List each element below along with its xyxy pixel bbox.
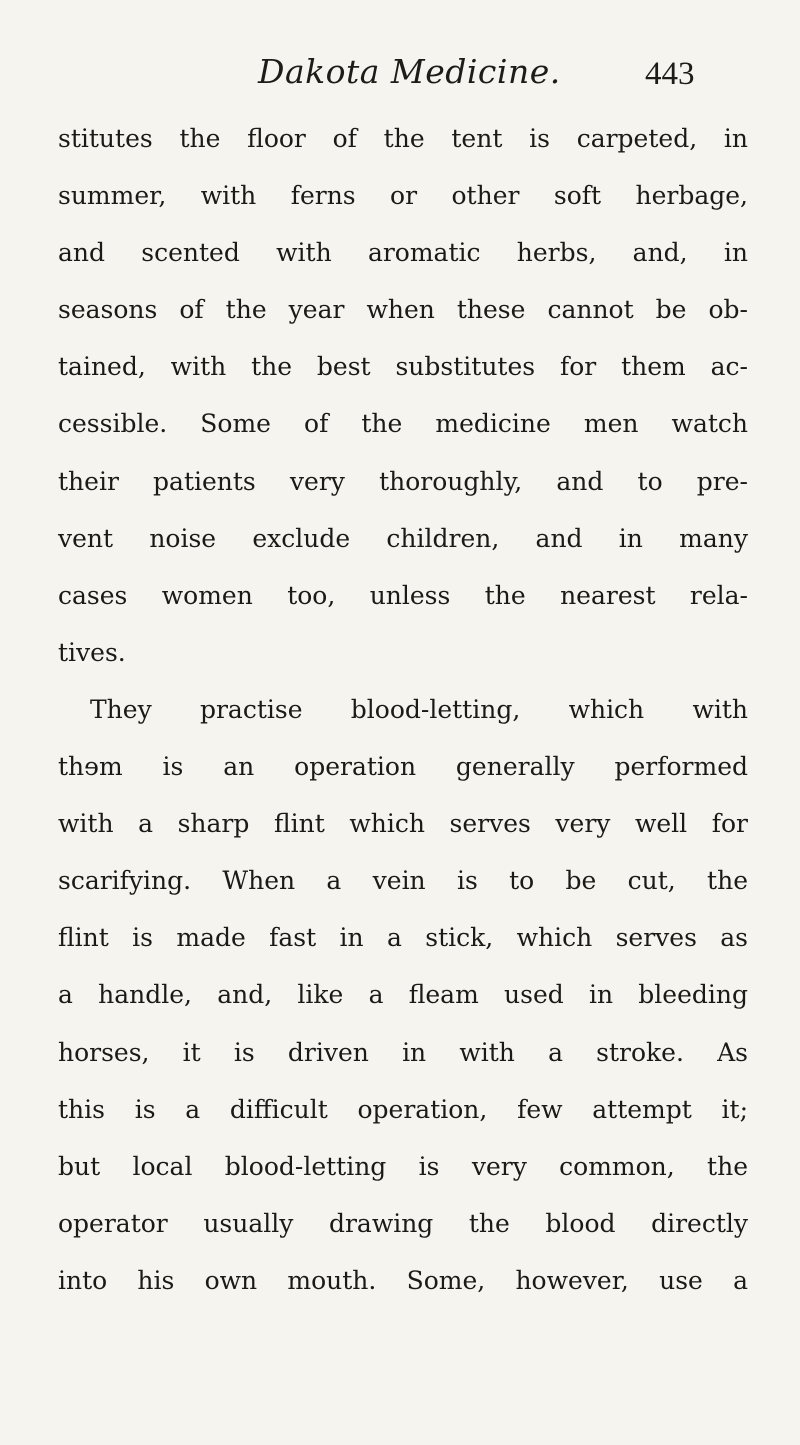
text-line: operator usually drawing the blood directly xyxy=(58,1208,748,1238)
paragraph-2 xyxy=(58,681,748,1309)
text-line: vent noise exclude children, and in many xyxy=(58,523,748,553)
text-line: summer, with ferns or other soft herbage, xyxy=(58,181,748,211)
text-line: their patients very thoroughly, and to pre- xyxy=(58,466,748,496)
paragraph-1 xyxy=(58,110,748,681)
text-line: this is a difficult operation, few attempt it; xyxy=(58,1094,748,1124)
text-line: with a sharp flint which serves very well for xyxy=(58,809,748,839)
text-line: and scented with aromatic herbs, and, in xyxy=(58,238,748,268)
text-line: stitutes the floor of the tent is carpeted, in xyxy=(58,124,748,153)
text-line: into his own mouth. Some, however, use a xyxy=(58,1265,748,1295)
text-line: scarifying. When a vein is to be cut, the xyxy=(58,866,748,896)
text-line: flint is made fast in a stick, which serves as xyxy=(58,923,748,953)
page-number: 443 xyxy=(645,56,695,92)
text-line: cases women too, unless the nearest rela- xyxy=(58,580,748,610)
text-line: a handle, and, like a fleam used in bleeding xyxy=(58,980,748,1010)
text-line: They practise blood-letting, which with xyxy=(90,694,748,724)
text-line: seasons of the year when these cannot be ob- xyxy=(58,295,748,325)
text-line: tives. xyxy=(58,637,126,667)
text-line: horses, it is driven in with a stroke. As xyxy=(58,1037,748,1067)
running-title: Dakota Medicine. xyxy=(258,52,561,91)
body-text xyxy=(58,110,748,1309)
text-line: thɘm is an operation generally performed xyxy=(58,752,748,782)
text-line: cessible. Some of the medicine men watch xyxy=(58,409,748,439)
text-line: tained, with the best substitutes for them ac- xyxy=(58,352,748,382)
text-line: but local blood-letting is very common, the xyxy=(58,1151,748,1181)
